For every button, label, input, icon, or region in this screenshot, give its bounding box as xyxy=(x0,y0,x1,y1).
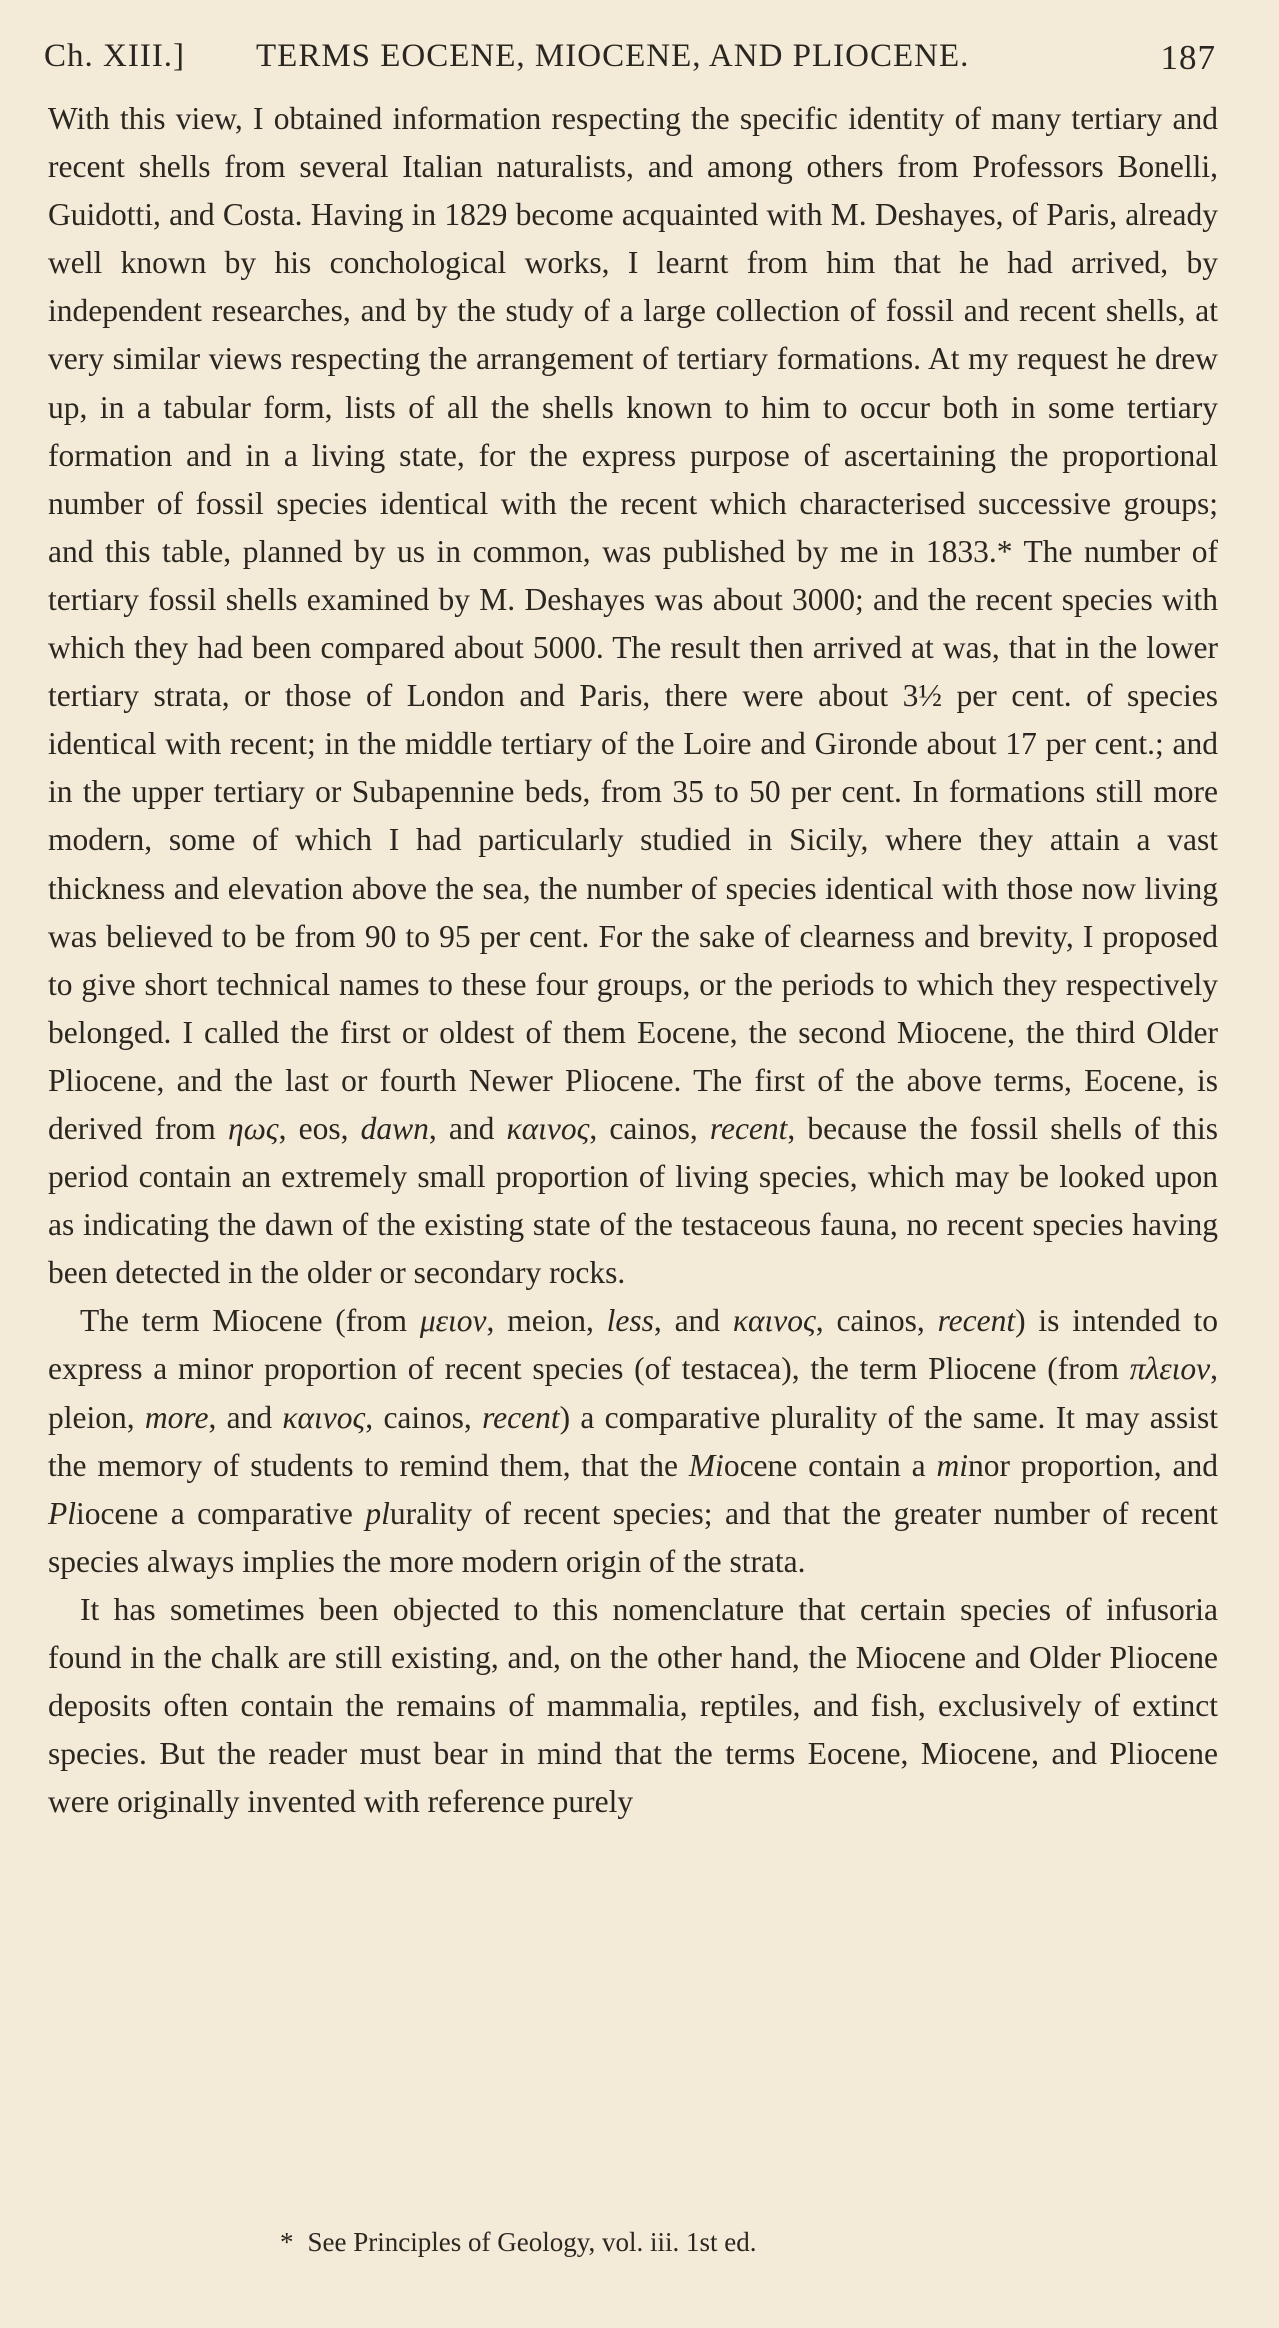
page-number: 187 xyxy=(1160,38,1216,77)
greek-word: καινος xyxy=(282,1399,366,1435)
paragraph-1: With this view, I obtained information respecting the specific identity of many tertiary and recent shells from several Italian naturalists, and among others from Professors Bonelli, Guidotti, and Costa. Having in 1829 become acquainted with M. Deshayes, of Paris, already well known by his conchological works, I learnt from him that he had arrived, by independent researches, and by the study of a large collection of fossil and recent shells, at very similar views respecting the arrangement of tertiary formations. At my request he drew up, in a tabular form, lists of all the shells known to him to occur both in some tertiary formation and in a living state, for the express purpose of ascertaining the proportional number of fossil species identical with the recent which characterised successive groups; and this table, planned by us in common, was published by me in 1833.* The number of tertiary fossil shells examined by M. Deshayes was about 3000; and the recent species with which they had been compared about 5000. The result then arrived at was, that in the lower tertiary strata, or those of London and Paris, there were about 3½ per cent. of species identical with recent; in the middle tertiary of the Loire and Gironde about 17 per cent.; and in the upper tertiary or Subapennine beds, from 35 to 50 per cent. In formations still more modern, some of which I had particularly studied in Sicily, where they attain a vast thickness and elevation above the sea, the number of species identical with those now living was believed to be from 90 to 95 per cent. For the sake of clearness and brevity, I proposed to give short technical names to these four groups, or the periods to which they respectively belonged. I called the first or oldest of them Eocene, the second Miocene, the third Older Pliocene, and the last or fourth Newer Pliocene. The first of the above terms, Eocene, is derived from ηως, eos, dawn, and καινος, cainos, recent, because the fossil shells of this period contain an extremely small proportion of living species, which may be looked upon as indicating the dawn of the existing state of the testaceous fauna, no recent species having been detected in the older or secondary rocks. xyxy=(48,101,1218,1291)
greek-word: ηως xyxy=(227,1110,279,1146)
running-header xyxy=(44,38,1216,86)
greek-word: καινος xyxy=(506,1110,590,1146)
paragraph-3: It has sometimes been objected to this nomenclature that certain species of infusoria found in the chalk are still existing, and, on the other hand, the Miocene and Older Pliocene deposits often contain the remains of mammalia, reptiles, and fish, exclusively of extinct species. But the reader must bear in mind that the terms Eocene, Miocene, and Pliocene were originally invented with reference purely xyxy=(48,1591,1218,1820)
greek-word: καινος xyxy=(732,1303,816,1339)
chapter-label: Ch. XIII.] xyxy=(44,38,186,74)
footnote-mark: * xyxy=(280,2227,294,2257)
greek-word: μειον xyxy=(419,1303,487,1339)
running-title: TERMS EOCENE, MIOCENE, AND PLIOCENE. xyxy=(256,38,970,74)
footnote-ref[interactable]: * xyxy=(996,533,1013,569)
greek-word: πλειον xyxy=(1129,1351,1211,1387)
footnote xyxy=(280,2227,1080,2258)
body-text xyxy=(48,95,1218,1826)
paragraph-2: The term Miocene (from μειον, meion, less, and καινος, cainos, recent) is intended to express a minor proportion of recent species (of testacea), the term Pliocene (from πλειον, pleion, more, and καινος, cainos, recent) a comparative plurality of the same. It may assist the memory of students to remind them, that the Miocene contain a minor proportion, and Pliocene a comparative plurality of recent species; and that the greater number of recent species always implies the more modern origin of the strata. xyxy=(48,1303,1219,1579)
footnote-text: See Principles of Geology, vol. iii. 1st ed. xyxy=(307,2227,757,2257)
